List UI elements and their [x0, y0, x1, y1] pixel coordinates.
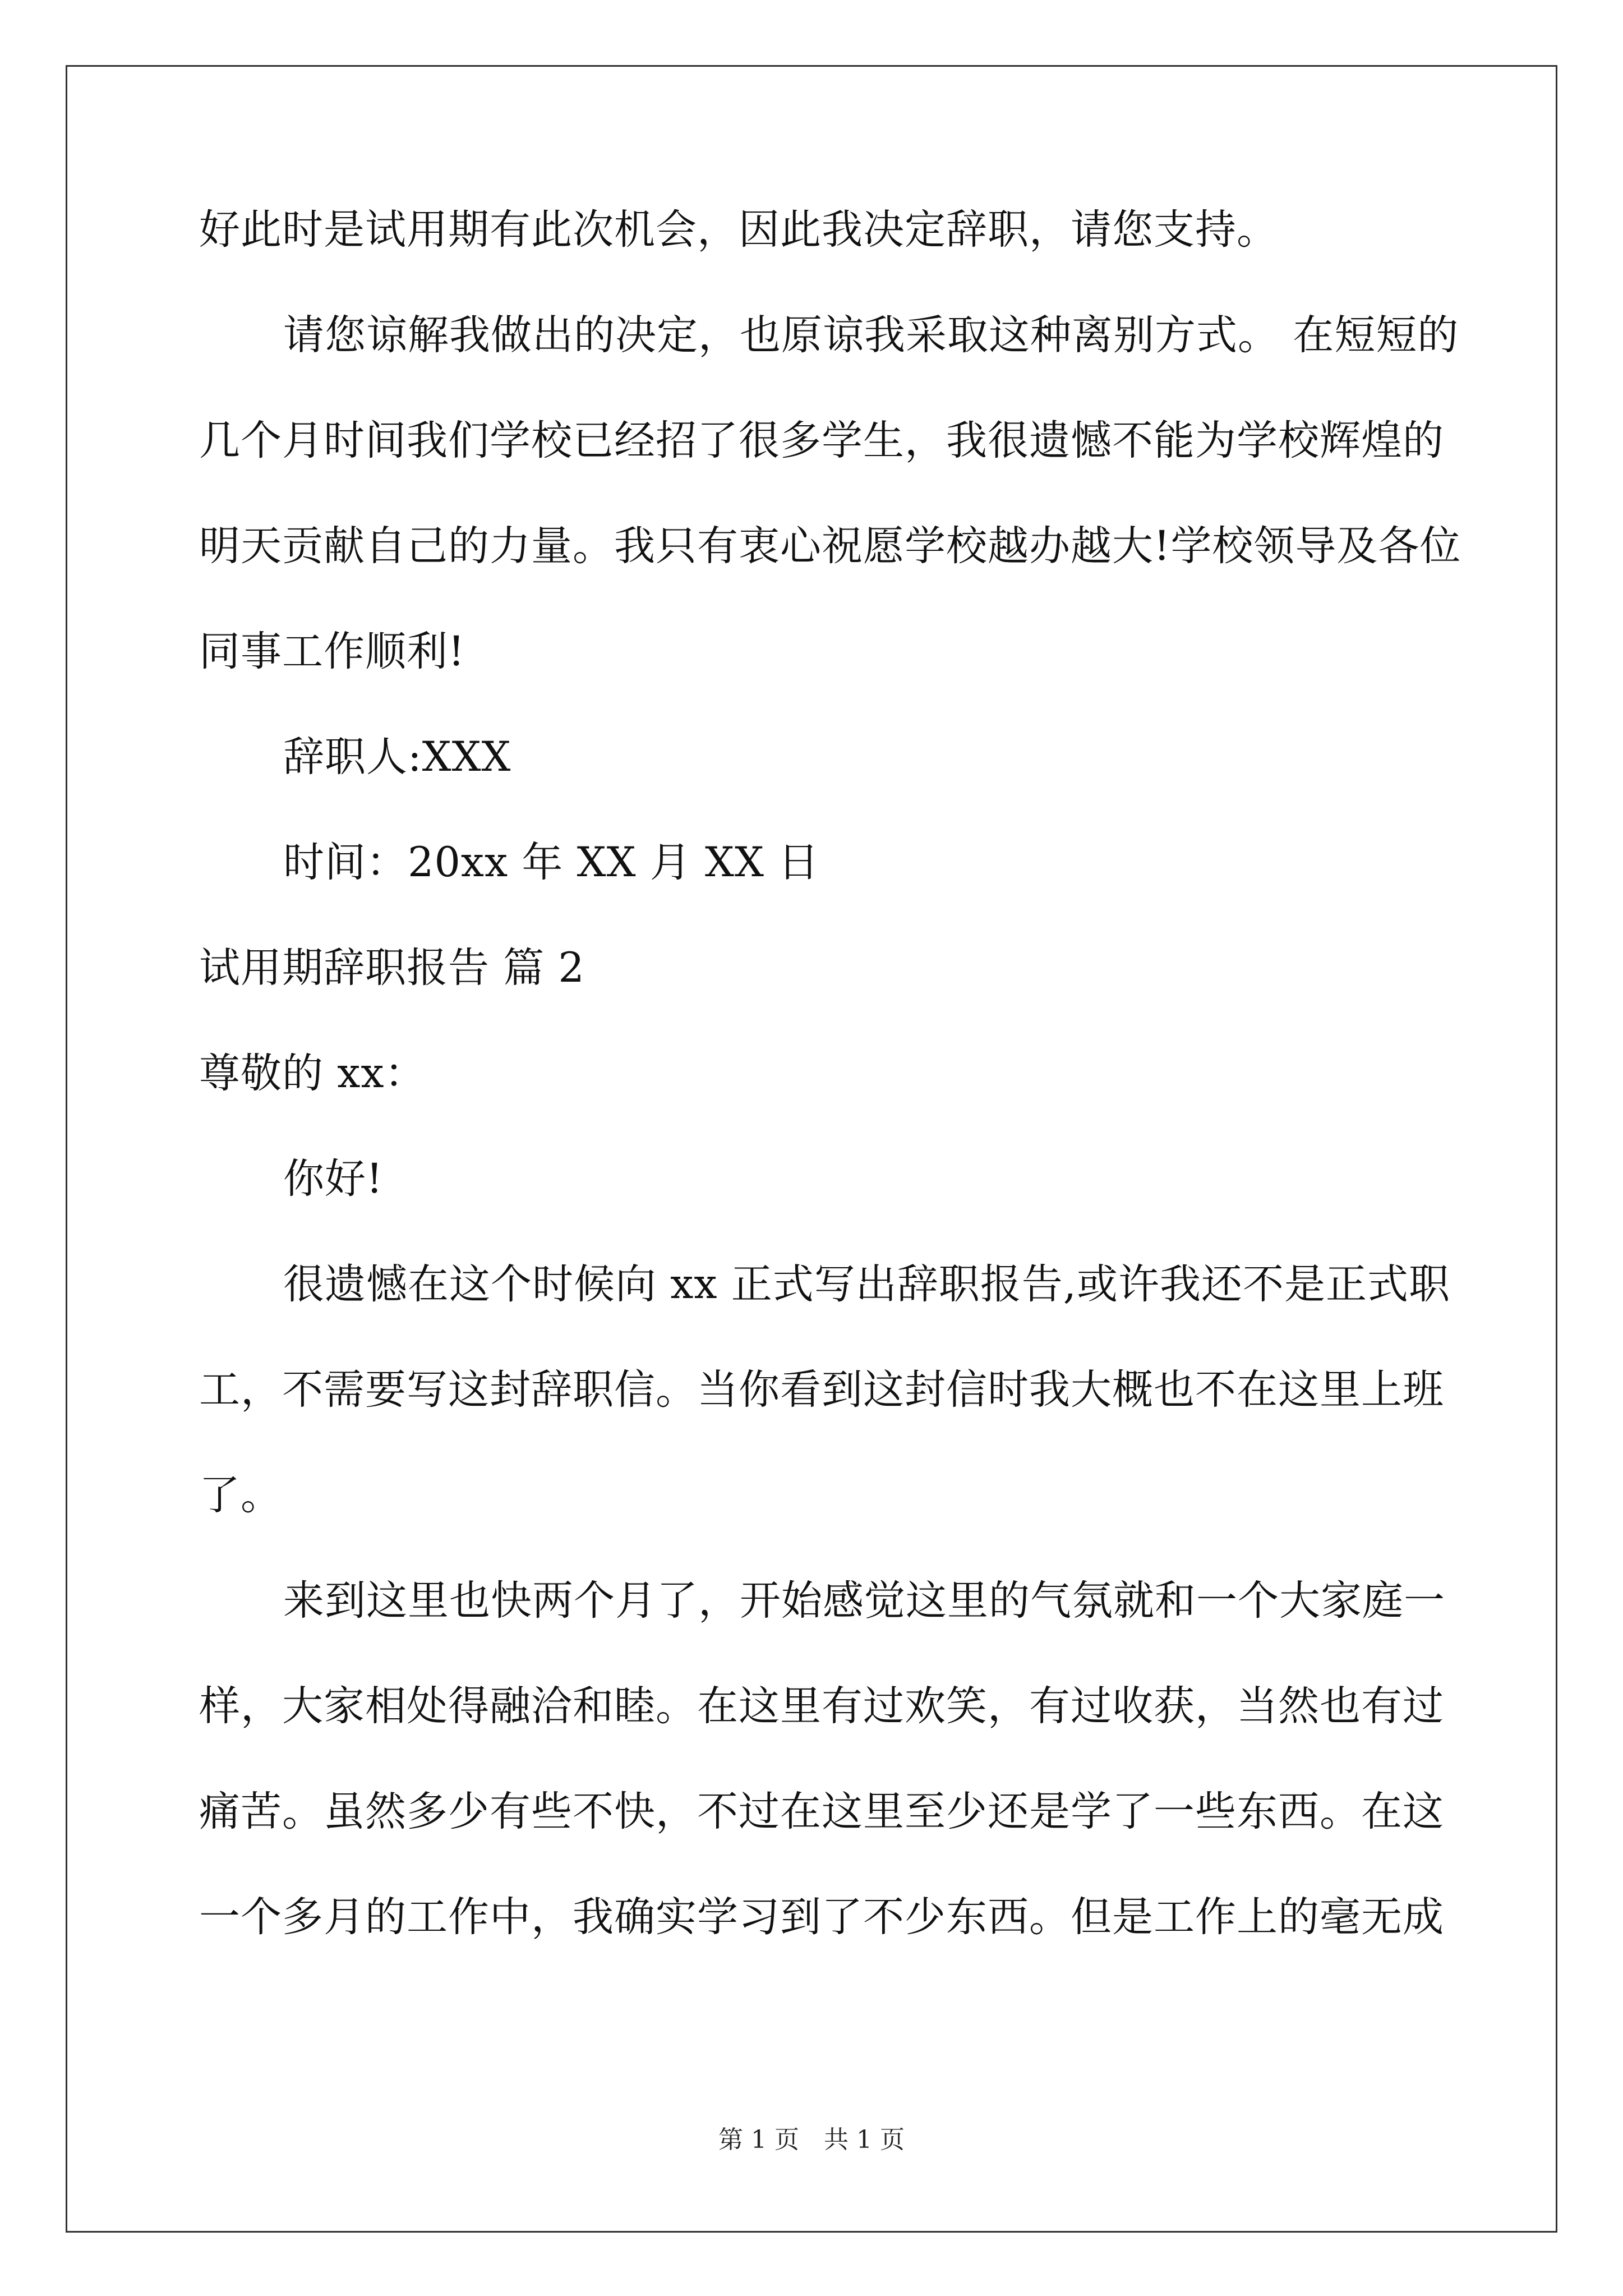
- text-line: 一个多月的工作中，我确实学习到了不少东西。但是工作上的毫无成: [199, 1893, 1444, 1941]
- page-footer: 第 1 页 共 1 页: [718, 2125, 905, 2154]
- text-line: 了。: [199, 1471, 282, 1519]
- date-line: 时间：20xx 年 XX 月 XX 日: [283, 839, 820, 886]
- text-line: 同事工作顺利!: [199, 628, 465, 675]
- greeting: 你好!: [283, 1155, 384, 1203]
- salutation: 尊敬的 xx：: [199, 1050, 426, 1097]
- text-line: 样，大家相处得融洽和睦。在这里有过欢笑，有过收获，当然也有过: [199, 1682, 1444, 1730]
- paragraph-start: 请您谅解我做出的决定，也原谅我采取这种离别方式。 在短短的: [283, 311, 1459, 359]
- text-line: 好此时是试用期有此次机会，因此我决定辞职，请您支持。: [199, 206, 1278, 254]
- text-line: 工，不需要写这封辞职信。当你看到这封信时我大概也不在这里上班: [199, 1366, 1444, 1414]
- text-line: 明天贡献自己的力量。我只有衷心祝愿学校越办越大!学校领导及各位: [199, 522, 1461, 570]
- signature-line: 辞职人:XXX: [283, 733, 511, 781]
- section-heading: 试用期辞职报告 篇 2: [199, 944, 585, 992]
- text-line: 痛苦。虽然多少有些不快，不过在这里至少还是学了一些东西。在这: [199, 1788, 1444, 1835]
- paragraph-start: 很遗憾在这个时候向 xx 正式写出辞职报告,或许我还不是正式职: [283, 1260, 1450, 1308]
- text-line: 几个月时间我们学校已经招了很多学生，我很遗憾不能为学校辉煌的: [199, 417, 1444, 464]
- paragraph-start: 来到这里也快两个月了，开始感觉这里的气氛就和一个大家庭一: [283, 1577, 1445, 1625]
